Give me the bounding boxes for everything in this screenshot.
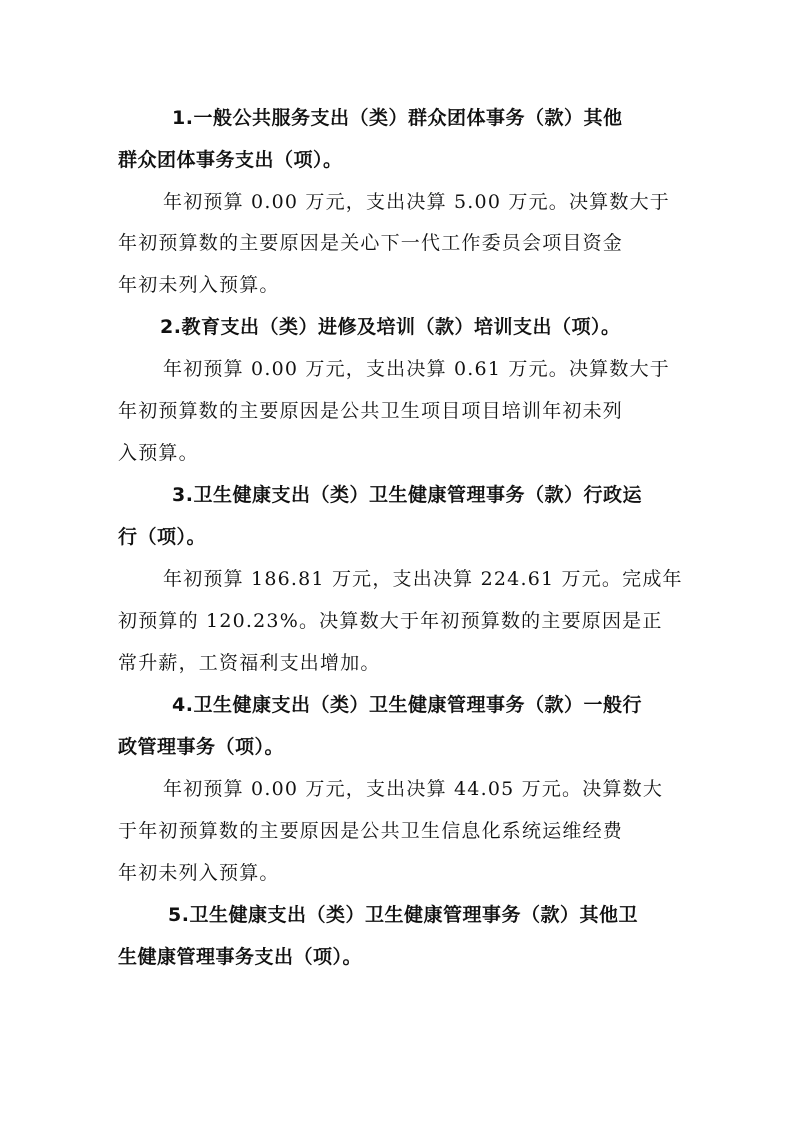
section-5-heading-line-1: 5.卫生健康支出（类）卫生健康管理事务（款）其他卫 [168,904,638,926]
section-3-heading-line-2: 行（项）。 [118,526,207,548]
section-1-heading-line-1: 1.一般公共服务支出（类）群众团体事务（款）其他 [172,107,623,129]
section-1-body-line-1: 年初预算 0.00 万元，支出决算 5.00 万元。决算数大于 [163,191,670,213]
section-3-body-line-3: 常升薪，工资福利支出增加。 [118,652,381,674]
section-4-body-line-1: 年初预算 0.00 万元，支出决算 44.05 万元。决算数大 [163,778,664,800]
section-2-body-line-1: 年初预算 0.00 万元，支出决算 0.61 万元。决算数大于 [163,358,670,380]
section-3-body-line-2: 初预算的 120.23%。决算数大于年初预算数的主要原因是正 [118,610,663,632]
section-2-heading-line-1: 2.教育支出（类）进修及培训（款）培训支出（项）。 [160,316,621,338]
section-4-body-line-2: 于年初预算数的主要原因是公共卫生信息化系统运维经费 [118,820,624,842]
section-1-heading-line-2: 群众团体事务支出（项）。 [118,149,343,171]
section-5-heading-line-2: 生健康管理事务支出（项）。 [118,946,363,968]
section-4-heading-line-1: 4.卫生健康支出（类）卫生健康管理事务（款）一般行 [172,694,642,716]
section-2-body-line-2: 年初预算数的主要原因是公共卫生项目项目培训年初未列 [118,400,624,422]
section-3-heading-line-1: 3.卫生健康支出（类）卫生健康管理事务（款）行政运 [172,484,642,506]
section-4-heading-line-2: 政管理事务（项）。 [118,736,285,758]
section-2-body-line-3: 入预算。 [118,442,199,464]
section-4-body-line-3: 年初未列入预算。 [118,862,280,884]
section-1-body-line-2: 年初预算数的主要原因是关心下一代工作委员会项目资金 [118,232,624,254]
section-1-body-line-3: 年初未列入预算。 [118,274,280,296]
section-3-body-line-1: 年初预算 186.81 万元，支出决算 224.61 万元。完成年 [163,568,683,590]
